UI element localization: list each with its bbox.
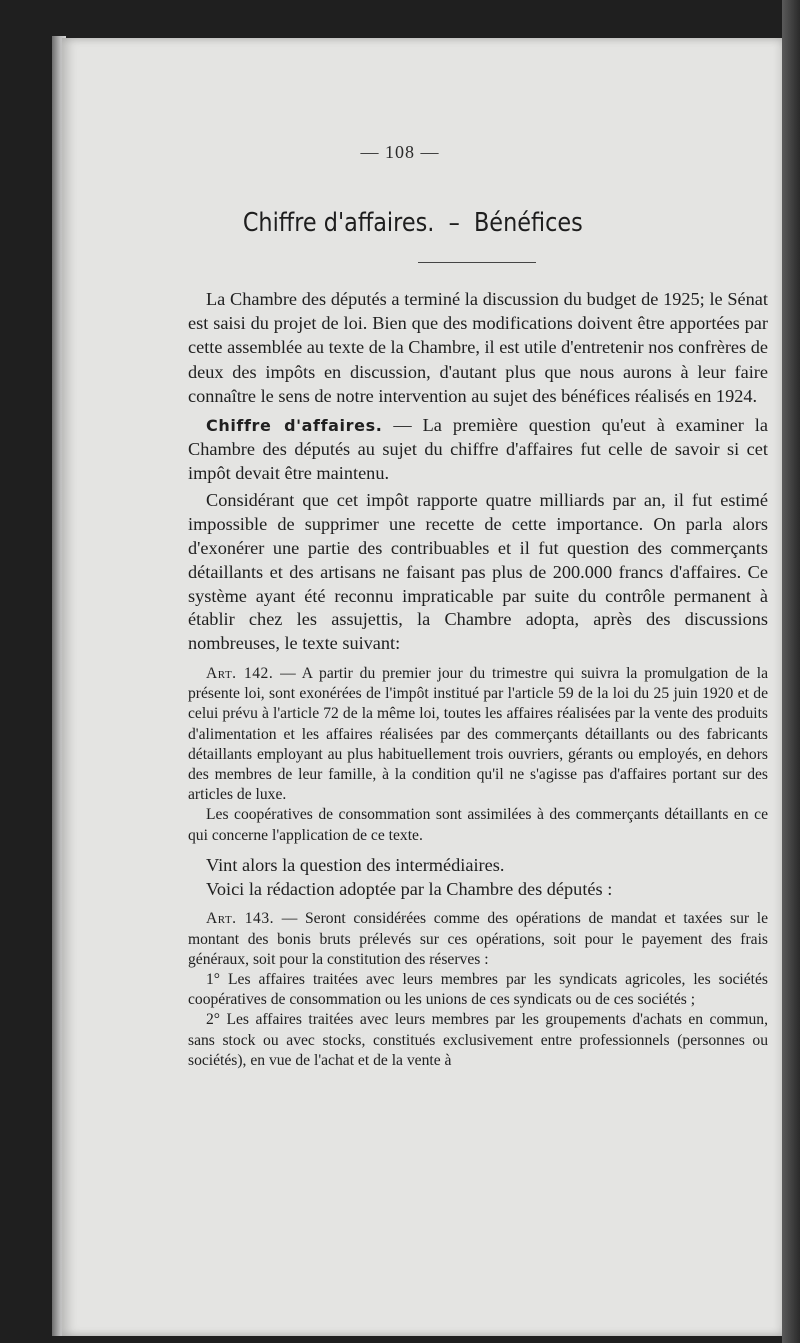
- section-title: Chiffre d'affaires. – Bénéfices: [242, 208, 583, 238]
- cooperatives-paragraph: Les coopératives de consommation sont assimilées à des commerçants détaillants en ce qui concerne l'application de ce texte.: [188, 806, 768, 844]
- art143-paragraph: [188, 909, 768, 970]
- chiffre-affaires-paragraph: [188, 414, 768, 485]
- title-rule: [418, 262, 536, 263]
- page-right-shadow: [782, 0, 800, 1343]
- intermediaires-paragraph: Vint alors la question des intermédiaires.: [206, 854, 505, 875]
- list-item-2: 2° Les affaires traitées avec leurs membres par les groupements d'achats en commun, sans stock ou avec stocks, constitués exclusivement entre professionnels (personnes ou sociétés), en vue de l'achat et de la vente à: [188, 1011, 768, 1069]
- considerant-paragraph: Considérant que cet impôt rapporte quatre milliards par an, il fut estimé impossible de supprimer une recette de cette importance. On parla alors d'exonérer une partie des contribuables et il fut question des commerçants détaillants et des artisans ne faisant pas plus de 200.000 francs d'affaires. Ce système ayant été reconnu impraticable par suite du contrôle permanent à établir chez les assujettis, la Chambre adopta, après des discussions nombreuses, le texte suivant:: [188, 490, 768, 654]
- art143-label: Art. 143.: [206, 910, 275, 928]
- art142-paragraph: [188, 664, 768, 805]
- chiffre-affaires-text: — La première question qu'eut à examiner la Chambre des députés au sujet du chiffre d'affaires fut celle de savoir si cet impôt devait être maintenu.: [188, 415, 768, 483]
- chiffre-affaires-label: Chiffre d'affaires.: [206, 416, 383, 436]
- list-item-1: 1° Les affaires traitées avec leurs membres par les syndicats agricoles, les sociétés coopératives de consommation ou les unions de ces syndicats ou de ces sociétés ;: [188, 971, 768, 1009]
- page-number: — 108 —: [360, 142, 440, 162]
- article-body: [188, 287, 768, 1071]
- intro-paragraph: La Chambre des députés a terminé la discussion du budget de 1925; le Sénat est saisi du projet de loi. Bien que des modifications doivent être apportées par cette assemblée au texte de la Chambre, il est utile d'entretenir nos confrères de deux des impôts en discussion, d'autant plus que nous aurons à leur faire connaître le sens de notre intervention au sujet des bénéfices réalisés en 1924.: [188, 289, 768, 406]
- art142-label: Art. 142.: [206, 664, 274, 682]
- art142-text: — A partir du premier jour du trimestre qui suivra la promulgation de la présente loi, sont exonérées de l'impôt institué par l'article 59 de la loi du 25 juin 1920 et de celui prévu à l'article 72 de la même loi, toutes les affaires réalisées par la vente des produits d'alimentation et les affaires réalisées par des commerçants détaillants ou des fabricants détaillants employant au plus habituellement trois ouvriers, gérants ou employés, en dehors des membres de leur famille, à la condition qu'il ne s'agisse pas d'affaires portant sur des articles de luxe.: [188, 664, 768, 804]
- art143-text: — Seront considérées comme des opérations de mandat et taxées sur le montant des bonis bruts prélevés sur ces opérations, soit pour le payement des frais généraux, soit pour la constitution des réserves :: [188, 910, 768, 968]
- redaction-paragraph: Voici la rédaction adoptée par la Chambre des députés :: [206, 878, 613, 899]
